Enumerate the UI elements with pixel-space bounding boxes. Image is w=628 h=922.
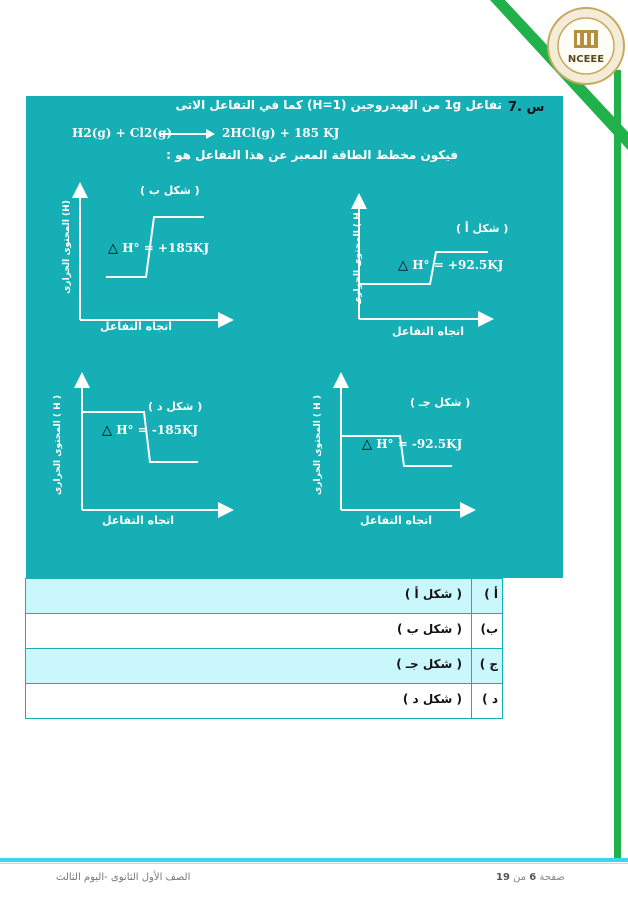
delta-icon: △ <box>108 241 118 256</box>
graph-a-x-axis-label: اتجاه التفاعل <box>392 325 465 338</box>
graph-b-label: ( شكل ب ) <box>140 184 200 197</box>
page-total: 19 <box>496 872 510 883</box>
graph-c-delta-h-value: H° = -92.5KJ <box>376 437 463 451</box>
graph-d-x-axis-label: اتجاه التفاعل <box>102 514 175 527</box>
graph-d-label: ( شكل د ) <box>148 400 203 413</box>
energy-diagrams <box>26 96 563 578</box>
graph-a-label: ( شكل أ ) <box>456 222 509 235</box>
graph-c-delta-h <box>362 437 462 452</box>
answer-options <box>25 578 503 719</box>
graph-c-y-axis-label: المحتوى الحرارى ( H ) <box>312 395 323 495</box>
equation-products: 2HCl(g) + 185 KJ <box>222 126 340 140</box>
option-divider <box>471 614 472 648</box>
graph-b-delta-h-value: H° = +185KJ <box>122 241 210 255</box>
graph-b-delta-h <box>108 241 209 256</box>
graph-a-delta-h <box>398 258 503 273</box>
option-b-letter: ب) <box>480 622 498 636</box>
graph-d-delta-h-value: H° = -185KJ <box>116 423 199 437</box>
footer-divider-thin <box>0 863 628 864</box>
graph-b-x-axis-label: اتجاه التفاعل <box>100 320 173 333</box>
question-number: س .7 <box>508 100 545 115</box>
svg-text:NCEEE: NCEEE <box>567 54 605 65</box>
option-divider <box>471 579 472 613</box>
delta-icon: △ <box>362 437 372 452</box>
footer-grade-day: الصف الأول الثانوى -اليوم الثالث <box>56 872 191 883</box>
question-subtext: فيكون مخطط الطاقة المعبر عن هذا التفاعل هو : <box>166 148 458 162</box>
graph-d-delta-h <box>102 423 198 438</box>
option-a-letter: أ ) <box>484 587 498 601</box>
graph-c-x-axis-label: اتجاه التفاعل <box>360 514 433 527</box>
equation-reactants: H2(g) + Cl2(g) <box>72 126 173 140</box>
option-a-text: ( شكل أ ) <box>404 587 462 601</box>
footer-page-number <box>496 872 565 883</box>
question-text: تفاعل 1g من الهيدروجين (H=1) كما في التفاعل الاتى <box>175 98 502 112</box>
graph-a-delta-h-value: H° = +92.5KJ <box>412 258 504 272</box>
delta-icon: △ <box>102 423 112 438</box>
option-d[interactable] <box>25 684 503 719</box>
page-prefix: صفحة <box>539 872 565 883</box>
option-d-text: ( شكل د ) <box>402 692 462 706</box>
option-b-text: ( شكل ب ) <box>396 622 462 636</box>
option-d-letter: د ) <box>482 692 498 706</box>
page-current: 6 <box>529 872 537 883</box>
option-c-letter: ج ) <box>479 657 498 671</box>
graph-c-label: ( شكل جـ ) <box>410 396 471 409</box>
right-border <box>614 70 621 860</box>
option-b[interactable] <box>25 614 503 649</box>
graph-d-y-axis-label: المحتوى الحرارى ( H ) <box>52 395 63 495</box>
option-c-text: ( شكل جـ ) <box>396 657 462 671</box>
delta-icon: △ <box>398 258 408 273</box>
footer-divider <box>0 858 628 862</box>
graph-a-y-axis-label: المحتوى الحرارى ( H ) <box>352 205 363 305</box>
option-a[interactable] <box>25 578 503 614</box>
option-divider <box>471 684 472 718</box>
page-of: من <box>513 872 527 883</box>
graph-b-y-axis-label: المحتوى الحرارى (H) <box>61 200 72 294</box>
nceee-seal-logo <box>546 6 626 86</box>
option-c[interactable] <box>25 649 503 684</box>
option-divider <box>471 649 472 683</box>
